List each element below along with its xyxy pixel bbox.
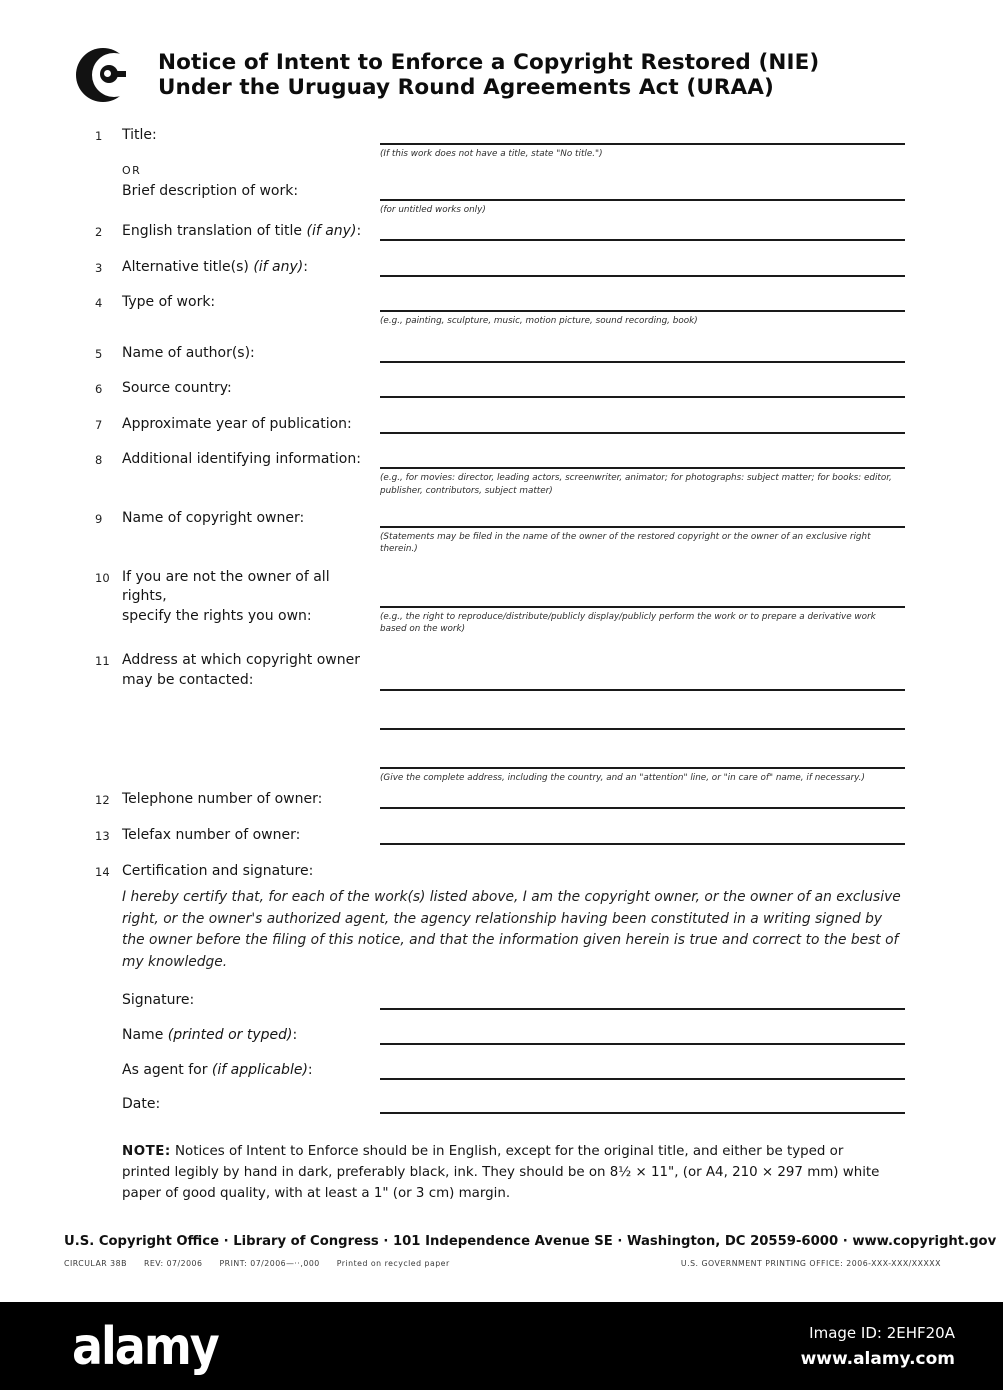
item-number: 2: [95, 225, 103, 240]
input-line-telefax[interactable]: [380, 826, 905, 845]
field-label-author-names: Name of author(s):: [122, 344, 255, 361]
item-number: 14: [95, 864, 110, 879]
form-item-1-description: [95, 182, 1003, 216]
input-line-alternative-titles[interactable]: [380, 258, 905, 277]
form-item-2: [95, 222, 1003, 242]
item-number: 9: [95, 511, 103, 526]
input-line-english-translation[interactable]: [380, 222, 905, 241]
form-item-4: [95, 293, 1003, 327]
image-id: Image ID: 2EHF20A: [809, 1323, 955, 1342]
form-title-line1: Notice of Intent to Enforce a Copyright Restored (NIE): [158, 50, 820, 75]
field-note-brief-description: (for untitled works only): [380, 204, 486, 215]
input-line-publication-year[interactable]: [380, 415, 905, 434]
item-number: 1: [95, 129, 103, 143]
footer-print-line: [64, 1259, 941, 1268]
input-line-additional-info[interactable]: [380, 450, 905, 469]
field-label-brief-description: Brief description of work:: [122, 182, 299, 199]
form-header: [0, 0, 1003, 104]
stock-photo-watermark-bar: [0, 1302, 1003, 1390]
alamy-website: www.alamy.com: [800, 1348, 955, 1369]
footer-print-left: [64, 1259, 464, 1268]
field-note-rights-owned: (e.g., the right to reproduce/distribute/publicly display/publicly perform the work or to prepare a derivative work based on the work): [380, 611, 876, 634]
field-label-english-translation: English translation of title (if any):: [122, 223, 362, 240]
input-line-agent-for[interactable]: [380, 1061, 905, 1080]
form-title-line2: Under the Uruguay Round Agreements Act (URAA): [158, 74, 774, 100]
field-label-certification: Certification and signature:: [122, 862, 314, 879]
input-line-printed-name[interactable]: [380, 1026, 905, 1045]
input-line-title[interactable]: [380, 126, 905, 145]
input-line-brief-description[interactable]: [380, 182, 905, 201]
field-note-type-of-work: (e.g., painting, sculpture, music, motion picture, sound recording, book): [380, 316, 698, 327]
form-body: [0, 126, 1003, 1204]
form-item-14: [95, 862, 1003, 882]
input-line-owner-address-3[interactable]: [380, 750, 905, 769]
field-note-additional-info: (e.g., for movies: director, leading actors, screenwriter, animator; for photographs: subject matter; for books: editor, publisher, contributors, subject matter): [380, 473, 892, 496]
item-number: 8: [95, 453, 103, 468]
form-title: [158, 51, 819, 100]
form-item-8: [95, 450, 1003, 497]
field-label-publication-year: Approximate year of publication:: [122, 415, 352, 432]
field-note-owner-address: (Give the complete address, including the country, and an "attention" line, or "in care of" name, if necessary.): [380, 773, 865, 784]
date-row: [95, 1095, 1003, 1115]
note-label: NOTE:: [122, 1143, 171, 1159]
item-number: 4: [95, 296, 103, 311]
form-item-6: [95, 379, 1003, 399]
field-label-alternative-titles: Alternative title(s) (if any):: [122, 258, 308, 275]
form-item-13: [95, 826, 1003, 846]
watermark-artifact: alamy: [640, 1015, 708, 1039]
input-line-owner-address-1[interactable]: [380, 672, 905, 691]
copyright-office-logo-icon: [76, 46, 132, 104]
agent-for-row: [95, 1061, 1003, 1081]
field-label-agent-for: As agent for (if applicable):: [122, 1061, 313, 1078]
form-item-1-or: [95, 163, 1003, 178]
item-number: 10: [95, 570, 110, 585]
item-number: 5: [95, 346, 103, 361]
item-number: 12: [95, 793, 110, 808]
item-number: 11: [95, 654, 110, 669]
field-label-rights-owned: If you are not the owner of all rights, specify the rights you own:: [122, 568, 330, 624]
input-line-signature[interactable]: [380, 991, 905, 1010]
or-label: OR: [122, 164, 142, 178]
field-label-date: Date:: [122, 1096, 161, 1113]
form-item-10: [95, 568, 1003, 636]
form-item-9: [95, 509, 1003, 556]
form-item-11: [95, 651, 1003, 784]
signature-row: [95, 991, 1003, 1011]
alamy-meta: [801, 1324, 955, 1369]
field-label-telephone: Telephone number of owner:: [122, 791, 323, 808]
item-number: 6: [95, 382, 103, 397]
item-number: 7: [95, 417, 103, 432]
circular-number: CIRCULAR 38B: [64, 1258, 127, 1268]
form-item-3: [95, 258, 1003, 278]
field-label-title: Title:: [122, 127, 157, 143]
field-label-telefax: Telefax number of owner:: [122, 827, 301, 844]
recycled-paper-note: Printed on recycled paper: [336, 1258, 450, 1268]
certification-statement: I hereby certify that, for each of the work(s) listed above, I am the copyright owner, or the owner of an exclusive right, or the owner's authorized agent, the agency relationship having been constituted in a writing signed by the owner before the filing of this notice, and that the information given herein is true and correct to the best of my knowledge.: [122, 889, 901, 970]
alamy-logo: alamy: [72, 1315, 218, 1377]
item-number: 3: [95, 260, 103, 275]
form-item-7: [95, 415, 1003, 435]
item-number: 13: [95, 829, 110, 844]
revision-date: REV: 07/2006: [143, 1258, 203, 1268]
watermark-artifact: alamy: [510, 645, 578, 669]
gpo-imprint: U.S. GOVERNMENT PRINTING OFFICE: 2006-XXX-XXX/XXXXX: [680, 1258, 941, 1268]
field-label-printed-name: Name (printed or typed):: [122, 1026, 298, 1043]
field-label-signature: Signature:: [122, 992, 195, 1009]
form-item-5: [95, 344, 1003, 364]
instructions-note: NOTE: Notices of Intent to Enforce should be in English, except for the original title, and either be typed or printed legibly by hand in dark, preferably black, ink. They should be on 8½ × 11", (or A4, 210 × 297 mm) white paper of good quality, with at least a 1" (or 3 cm) margin.: [122, 1143, 880, 1201]
input-line-copyright-owner[interactable]: [380, 509, 905, 528]
printed-name-row: [95, 1026, 1003, 1046]
input-line-source-country[interactable]: [380, 379, 905, 398]
field-label-type-of-work: Type of work:: [122, 294, 216, 311]
form-item-12: [95, 790, 1003, 810]
input-line-rights-owned[interactable]: [380, 589, 905, 608]
field-label-copyright-owner: Name of copyright owner:: [122, 509, 305, 526]
input-line-telephone[interactable]: [380, 790, 905, 809]
input-line-date[interactable]: [380, 1095, 905, 1114]
form-item-1-title: [95, 126, 1003, 160]
footer-address-line: U.S. Copyright Office · Library of Congress · 101 Independence Avenue SE · Washington, DC 20559-6000 · www.copyright.gov: [64, 1233, 997, 1249]
input-line-owner-address-2[interactable]: [380, 711, 905, 730]
input-line-type-of-work[interactable]: [380, 293, 905, 312]
field-label-source-country: Source country:: [122, 380, 232, 397]
field-label-additional-info: Additional identifying information:: [122, 451, 361, 468]
field-label-owner-address: Address at which copyright owner may be contacted:: [122, 652, 360, 688]
input-line-author-names[interactable]: [380, 344, 905, 363]
print-run: PRINT: 07/2006—··,000: [219, 1258, 320, 1268]
field-note-copyright-owner: (Statements may be filed in the name of the owner of the restored copyright or the owner of an exclusive right therein.): [380, 531, 871, 555]
field-note-title: (If this work does not have a title, state "No title."): [380, 149, 603, 159]
